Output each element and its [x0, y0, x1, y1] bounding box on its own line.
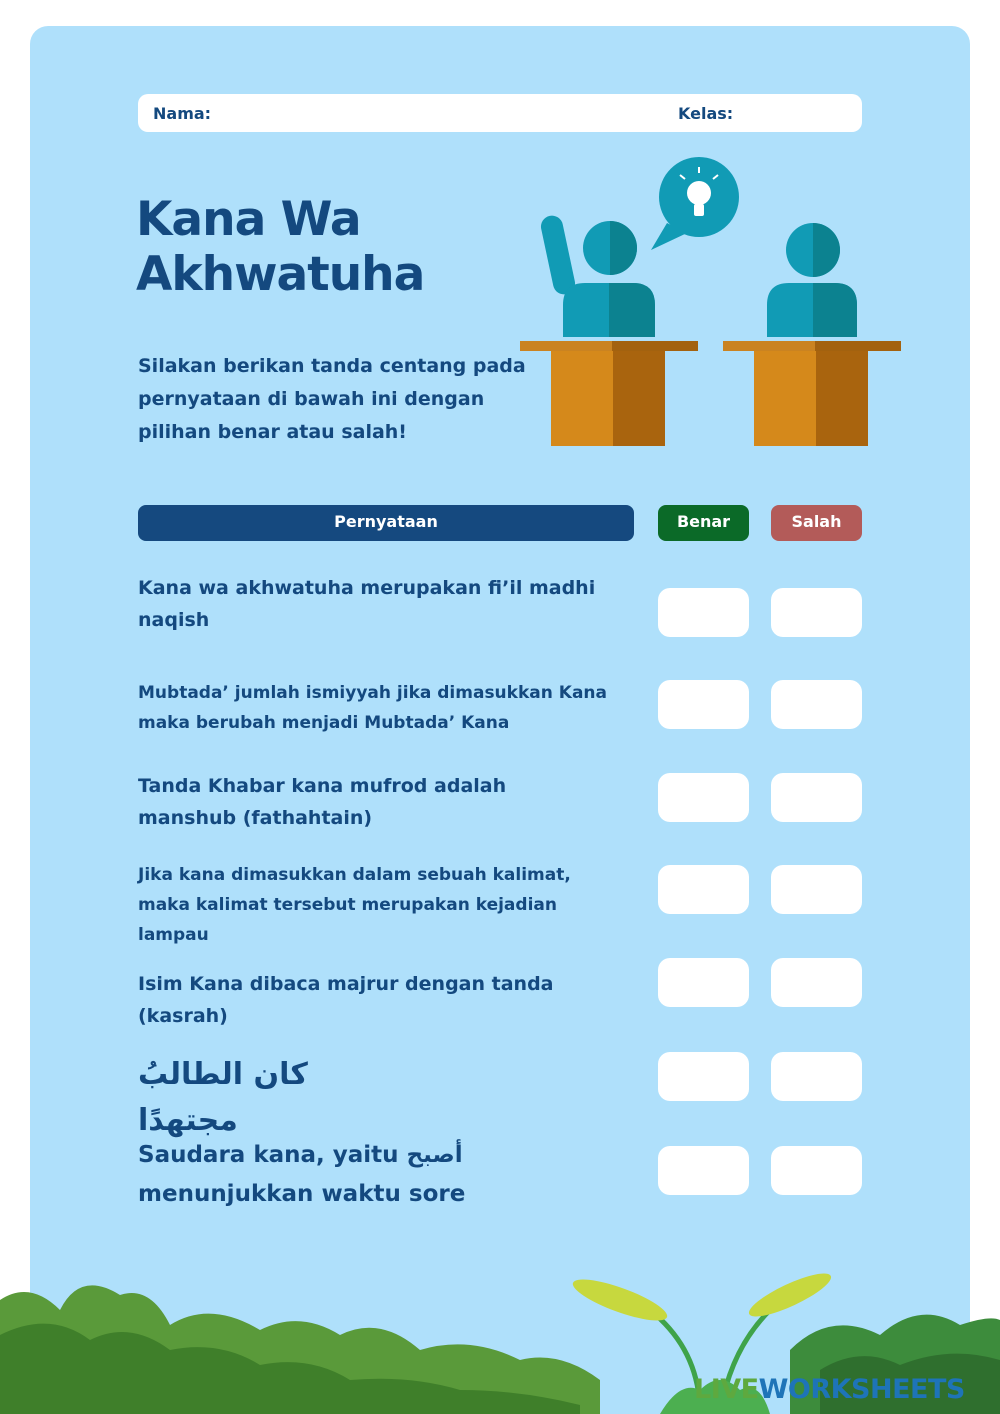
false-answer-box-6[interactable] — [771, 1052, 862, 1101]
student-listening-icon — [767, 223, 857, 337]
false-answer-box-1[interactable] — [771, 588, 862, 637]
false-column-header: Salah — [771, 505, 862, 541]
watermark-live: LIVE — [694, 1374, 759, 1405]
true-answer-box-4[interactable] — [658, 865, 749, 914]
lightbulb-speech-bubble-icon — [651, 157, 739, 250]
statement-4: Jika kana dimasukkan dalam sebuah kalimat, maka kalimat tersebut merupakan kejadian lampau — [138, 865, 571, 945]
student-raising-hand-icon — [539, 214, 655, 337]
name-class-bar — [138, 94, 862, 132]
true-answer-box-7[interactable] — [658, 1146, 749, 1195]
desk-2-icon — [723, 341, 901, 446]
statement-column-header: Pernyataan — [138, 505, 634, 541]
class-label: Kelas: — [678, 104, 734, 123]
statement-6-arabic: كان الطالبُ مجتهدًا — [138, 1057, 308, 1138]
liveworksheets-watermark — [694, 1374, 965, 1405]
true-answer-box-1[interactable] — [658, 588, 749, 637]
false-answer-box-7[interactable] — [771, 1146, 862, 1195]
statement-7: Saudara kana, yaitu أصبح menunjukkan waktu sore — [138, 1142, 466, 1207]
instructions-text: Silakan berikan tanda centang pada pernyataan di bawah ini dengan pilihan benar atau salah! — [138, 355, 526, 443]
statement-3: Tanda Khabar kana mufrod adalah manshub (fathahtain) — [138, 775, 507, 829]
false-answer-box-2[interactable] — [771, 680, 862, 729]
desk-1-icon — [520, 341, 698, 446]
true-answer-box-5[interactable] — [658, 958, 749, 1007]
students-illustration — [515, 155, 905, 450]
statement-5: Isim Kana dibaca majrur dengan tanda (kasrah) — [138, 973, 554, 1027]
title-line-2: Akhwatuha — [136, 247, 425, 302]
worksheet-title — [136, 192, 496, 302]
false-answer-box-3[interactable] — [771, 773, 862, 822]
false-answer-box-5[interactable] — [771, 958, 862, 1007]
true-answer-box-6[interactable] — [658, 1052, 749, 1101]
true-answer-box-2[interactable] — [658, 680, 749, 729]
statement-1: Kana wa akhwatuha merupakan fi’il madhi naqish — [138, 577, 596, 631]
title-line-1: Kana Wa — [136, 192, 361, 247]
statement-2: Mubtada’ jumlah ismiyyah jika dimasukkan Kana maka berubah menjadi Mubtada’ Kana — [138, 683, 607, 733]
name-label: Nama: — [153, 104, 212, 123]
false-answer-box-4[interactable] — [771, 865, 862, 914]
true-column-header: Benar — [658, 505, 749, 541]
watermark-worksheets: WORKSHEETS — [758, 1374, 965, 1405]
true-answer-box-3[interactable] — [658, 773, 749, 822]
